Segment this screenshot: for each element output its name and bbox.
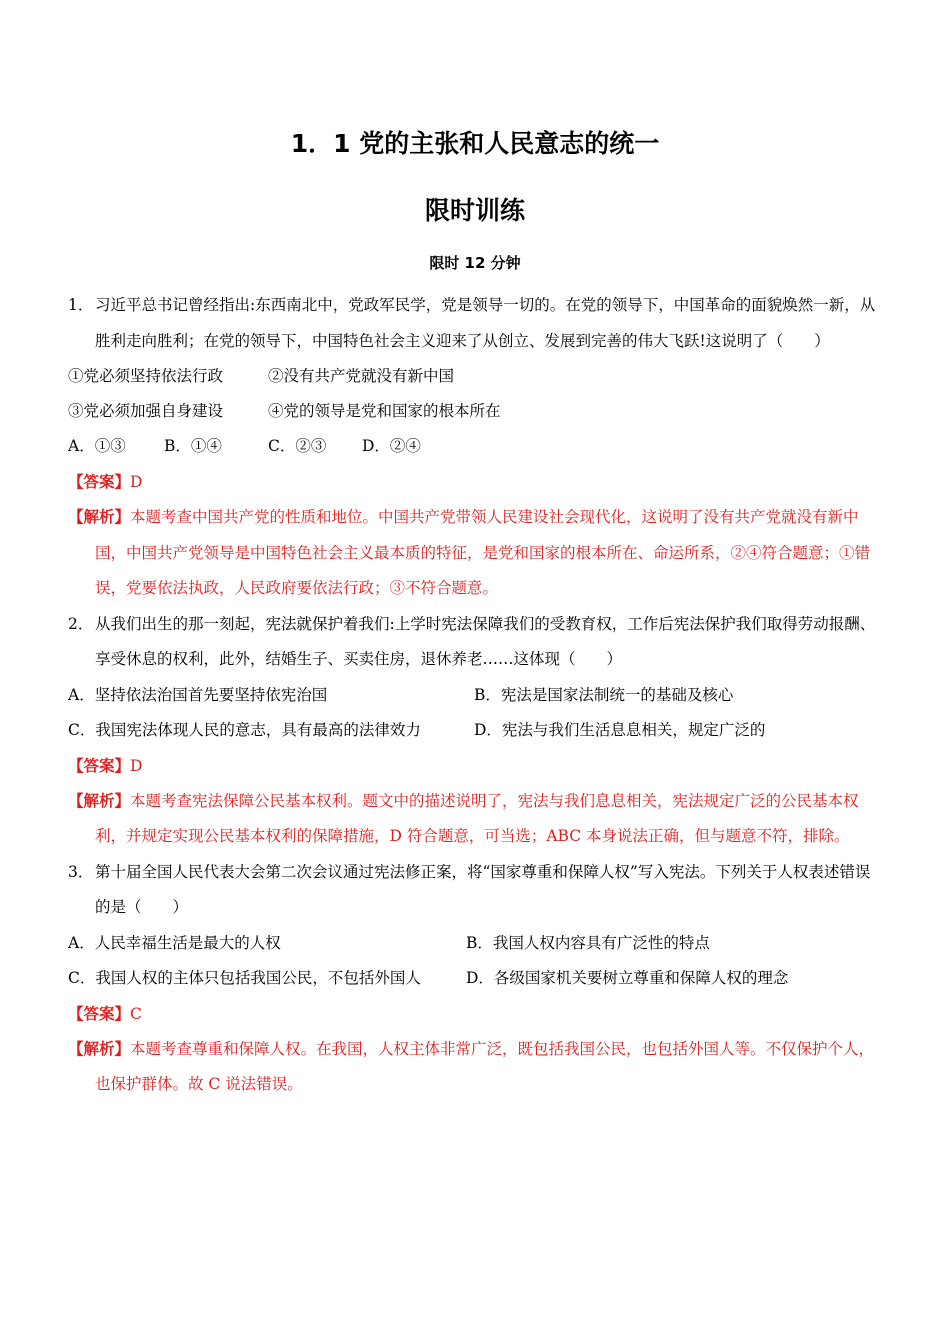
- question-2-answer: 【答案】D: [68, 755, 143, 775]
- question-2-options-row-2: [68, 713, 882, 748]
- option-d: D．②④: [362, 437, 421, 455]
- option-d: D．宪法与我们生活息息相关，规定广泛的: [474, 720, 766, 739]
- question-1-analysis: 【解析】本题考查中国共产党的性质和地位。中国共产党带领人民建设社会现代化，这说明了没有共产党就没有新中国，中国共产党领导是中国特色社会主义最本质的特征，是党和国家的根本所在、命运所系，②④符合题意；①错误，党要依法执政，人民政府要依法行政；③不符合题意。: [68, 507, 871, 597]
- option-c: C．我国宪法体现人民的意志，具有最高的法律效力: [68, 720, 421, 739]
- question-1-answer: 【答案】D: [68, 472, 143, 491]
- option-a: A．①③: [68, 437, 126, 455]
- question-3-analysis: 【解析】本题考查尊重和保障人权。在我国，人权主体非常广泛，既包括我国公民，也包括外国人等。不仅保护个人，也保护群体。故 C 说法错误。: [68, 1038, 875, 1093]
- statement-2: ②没有共产党就没有新中国: [268, 367, 455, 385]
- question-1-statements-row-2: [68, 394, 882, 429]
- question-3-options-row-1: [68, 926, 882, 961]
- statement-1: ①党必须坚持依法行政: [68, 367, 224, 385]
- page-title: 1．1 党的主张和人民意志的统一: [290, 129, 660, 158]
- option-b: B．①④: [164, 437, 222, 455]
- page-subtitle: 限时训练: [424, 196, 525, 225]
- question-3-stem: 3． 第十届全国人民代表大会第二次会议通过宪法修正案，将“国家尊重和保障人权”写入宪法。下列关于人权表述错误的是（ ）: [68, 862, 871, 916]
- option-d: D．各级国家机关要树立尊重和保障人权的理念: [466, 968, 789, 987]
- question-list: [68, 288, 882, 1103]
- option-a: A．坚持依法治国首先要坚持依宪治国: [68, 685, 328, 704]
- time-limit: 限时 12 分钟: [429, 254, 521, 272]
- option-b: B．宪法是国家法制统一的基础及核心: [474, 685, 734, 704]
- question-3-answer: 【答案】C: [68, 1003, 142, 1023]
- question-2-stem: 2． 从我们出生的那一刻起，宪法就保护着我们:上学时宪法保障我们的受教育权，工作后宪法保护我们取得劳动报酬、享受休息的权利，此外，结婚生子、买卖住房，退休养老……这体现（ ）: [68, 614, 876, 668]
- option-c: C．②③: [268, 437, 327, 455]
- question-2-analysis: 【解析】本题考查宪法保障公民基本权利。题文中的描述说明了，宪法与我们息息相关，宪法规定广泛的公民基本权利，并规定实现公民基本权利的保障措施，D 符合题意，可当选；ABC 本身说法正确，但与题意不符，排除。: [68, 790, 859, 845]
- question-1-options: [68, 429, 882, 464]
- question-2-options-row-1: [68, 678, 882, 713]
- statement-4: ④党的领导是党和国家的根本所在: [268, 402, 501, 420]
- question-1-statements-row-1: [68, 359, 882, 394]
- statement-3: ③党必须加强自身建设: [68, 402, 224, 420]
- question-3-options-row-2: [68, 961, 882, 996]
- option-c: C．我国人权的主体只包括我国公民，不包括外国人: [68, 968, 421, 987]
- option-a: A．人民幸福生活是最大的人权: [68, 933, 281, 952]
- question-1-stem: 1． 习近平总书记曾经指出:东西南北中，党政军民学，党是领导一切的。在党的领导下，中国革命的面貌焕然一新，从胜利走向胜利；在党的领导下，中国特色社会主义迎来了从创立、发展到完善的伟大飞跃!这说明了（ ）: [68, 296, 876, 350]
- option-b: B．我国人权内容具有广泛性的特点: [466, 933, 710, 952]
